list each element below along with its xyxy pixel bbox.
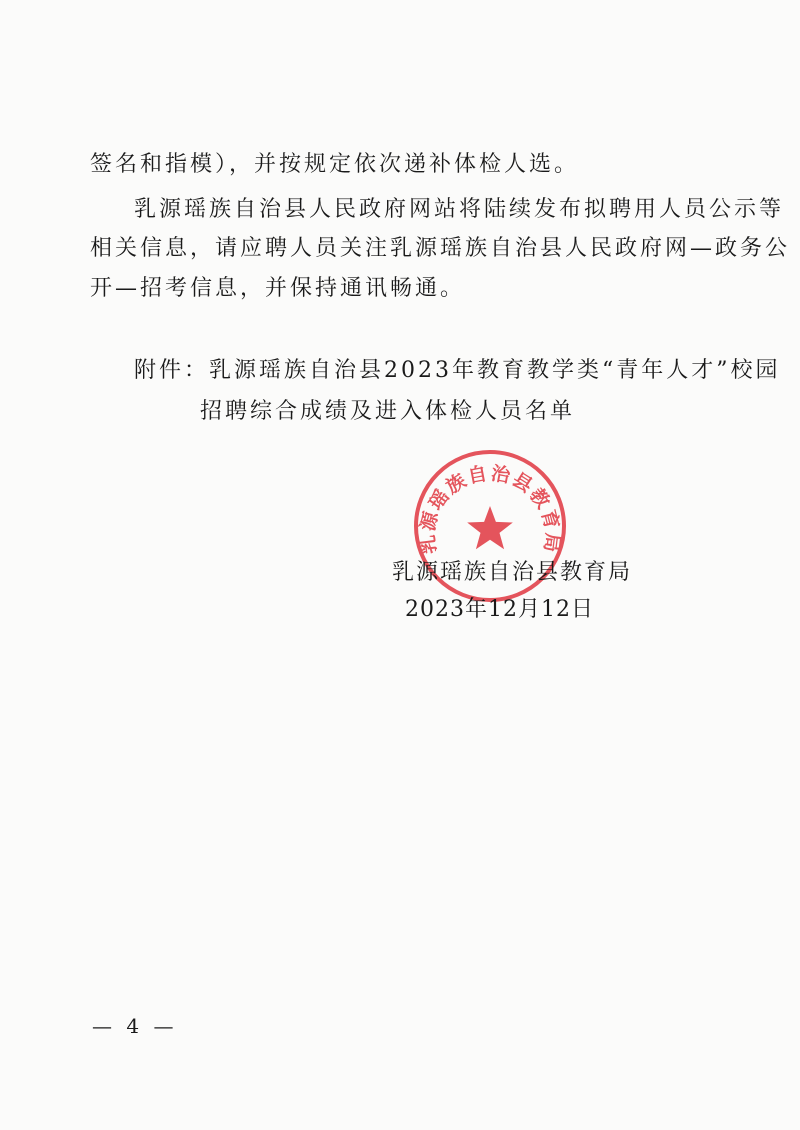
issue-date: 2023年12月12日 — [405, 597, 594, 622]
body-line-3: 相关信息，请应聘人员关注乳源瑶族自治县人民政府网—政务公 — [90, 236, 791, 261]
page-number: — 4 — — [92, 1014, 178, 1038]
issuer-name: 乳源瑶族自治县教育局 — [392, 560, 633, 585]
body-line-2: 乳源瑶族自治县人民政府网站将陆续发布拟聘用人员公示等 — [134, 197, 785, 222]
attachment-line-1: 附件：乳源瑶族自治县2023年教育教学类“青年人才”校园 — [134, 358, 781, 383]
attachment-line-2: 招聘综合成绩及进入体检人员名单 — [200, 399, 576, 424]
body-line-4: 开—招考信息，并保持通讯畅通。 — [90, 276, 466, 301]
svg-text:乳源瑶族自治县教育局: 乳源瑶族自治县教育局 — [416, 462, 564, 556]
body-line-1: 签名和指模），并按规定依次递补体检人选。 — [90, 152, 580, 177]
